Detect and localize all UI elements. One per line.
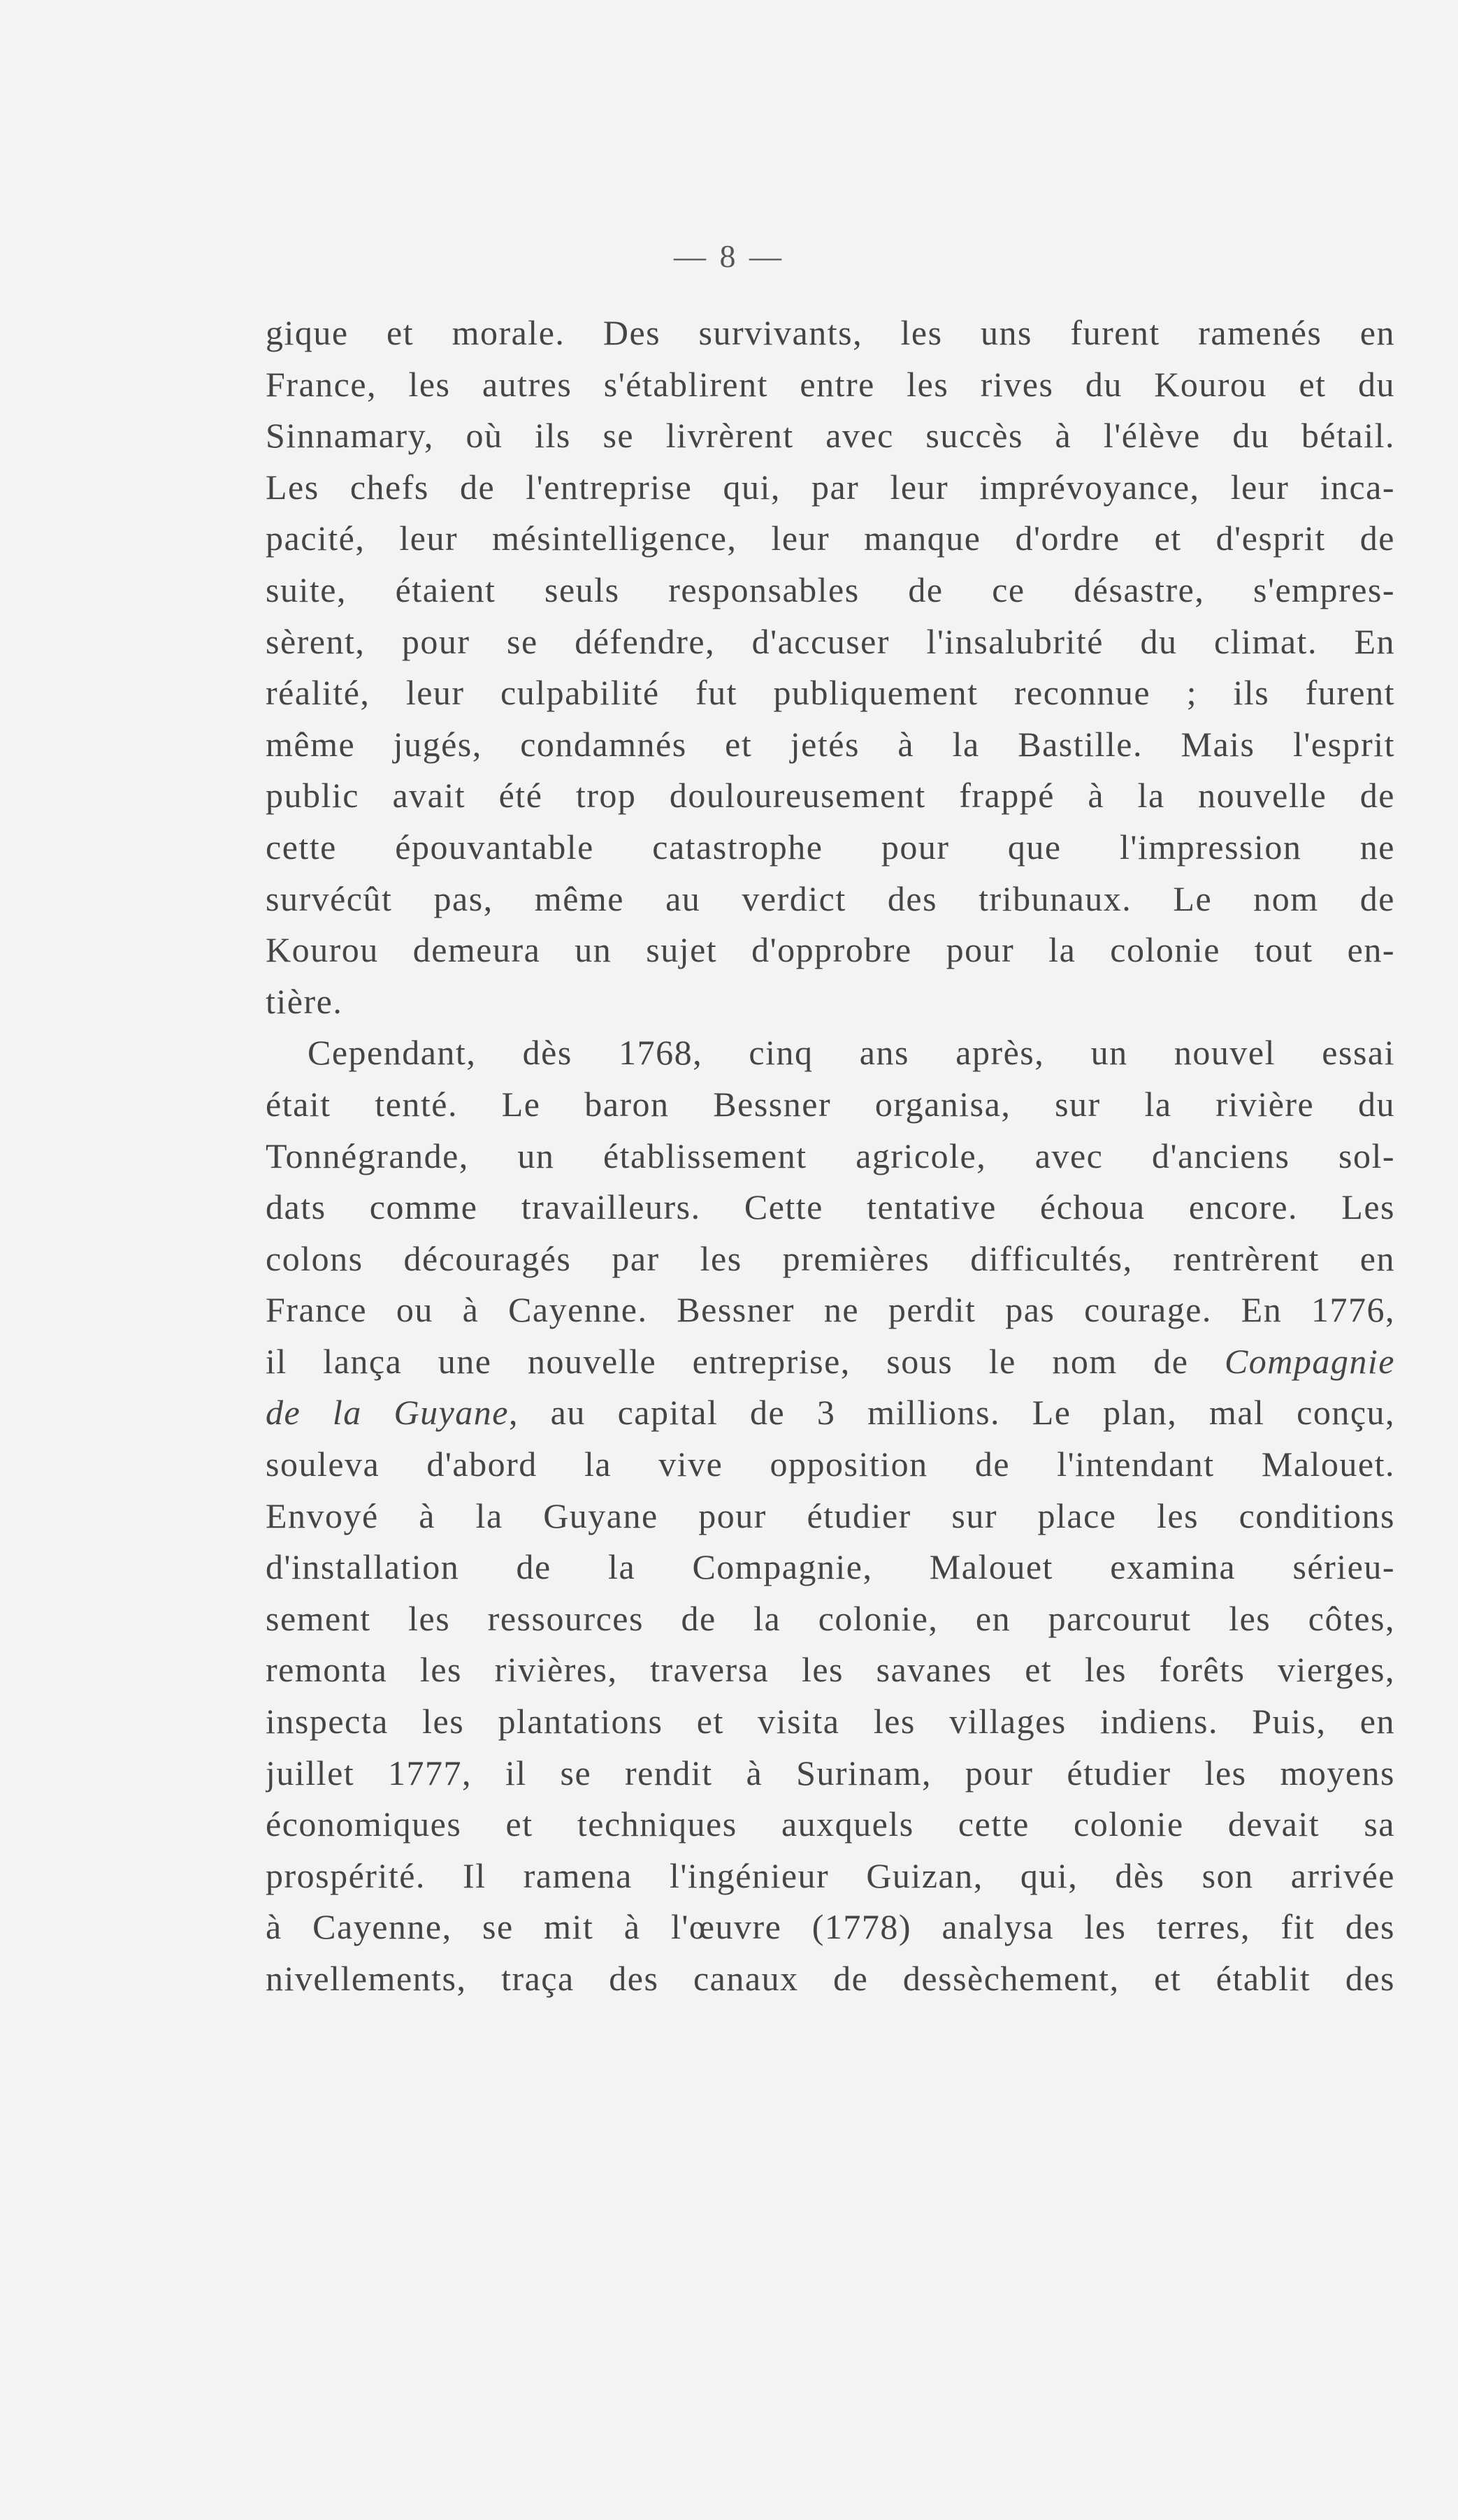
text-line: réalité, leur culpabilité fut publiquement reconnue ; ils furent [266,673,1395,713]
italic-text: de la Guyane [266,1393,509,1433]
text-line: tière. [266,981,343,1021]
text-line: d'installation de la Compagnie, Malouet examina sérieu- [266,1547,1395,1587]
page-number: — 8 — [674,238,784,274]
text-line: prospérité. Il ramena l'ingénieur Guizan, qui, dès son arrivée [266,1855,1395,1895]
text-line: public avait été trop douloureusement frappé à la nouvelle de [266,776,1395,816]
text-line: France, les autres s'établirent entre les rives du Kourou et du [266,364,1395,404]
text-line: Envoyé à la Guyane pour étudier sur place les conditions [266,1496,1395,1535]
text-line [266,1336,1395,1388]
text-line: à Cayenne, se mit à l'œuvre (1778) analysa les terres, fit des [266,1907,1395,1947]
text-segment: il lança une nouvelle entreprise, sous le nom de [266,1341,1189,1381]
text-line: remonta les rivières, traversa les savanes et les forêts vierges, [266,1650,1395,1690]
text-line: Tonnégrande, un établissement agricole, avec d'anciens sol- [266,1136,1395,1175]
text-line: gique et morale. Des survivants, les uns furent ramenés en [266,313,1395,352]
text-line: juillet 1777, il se rendit à Surinam, pour étudier les moyens [266,1753,1395,1793]
text-line: nivellements, traça des canaux de dessèchement, et établit des [266,1959,1395,1998]
text-line: inspecta les plantations et visita les villages indiens. Puis, en [266,1702,1395,1741]
text-line: pacité, leur mésintelligence, leur manque d'ordre et d'esprit de [266,519,1395,558]
text-line: Les chefs de l'entreprise qui, par leur imprévoyance, leur inca- [266,467,1395,507]
text-line: Sinnamary, où ils se livrèrent avec succès à l'élève du bétail. [266,416,1395,456]
text-line [266,1387,1395,1439]
text-line: Cependant, dès 1768, cinq ans après, un nouvel essai [308,1033,1395,1073]
text-line: colons découragés par les premières difficultés, rentrèrent en [266,1238,1395,1278]
text-line: suite, étaient seuls responsables de ce désastre, s'empres- [266,570,1395,609]
text-line: sèrent, pour se défendre, d'accuser l'insalubrité du climat. En [266,621,1395,661]
text-line: souleva d'abord la vive opposition de l'intendant Malouet. [266,1444,1395,1484]
text-line: dats comme travailleurs. Cette tentative échoua encore. Les [266,1187,1395,1227]
text-line: cette épouvantable catastrophe pour que l'impression ne [266,827,1395,867]
body-text [266,307,1395,2005]
text-line: économiques et techniques auxquels cette colonie devait sa [266,1804,1395,1844]
text-line: Kourou demeura un sujet d'opprobre pour la colonie tout en- [266,930,1395,970]
text-line: était tenté. Le baron Bessner organisa, sur la rivière du [266,1084,1395,1124]
text-line: France ou à Cayenne. Bessner ne perdit pas courage. En 1776, [266,1290,1395,1330]
text-line: même jugés, condamnés et jetés à la Bastille. Mais l'esprit [266,724,1395,764]
text-segment: , au capital de 3 millions. Le plan, mal conçu, [508,1393,1395,1433]
text-line: sement les ressources de la colonie, en parcourut les côtes, [266,1598,1395,1638]
italic-text: Compagnie [1224,1341,1395,1381]
text-line: survécût pas, même au verdict des tribunaux. Le nom de [266,878,1395,918]
